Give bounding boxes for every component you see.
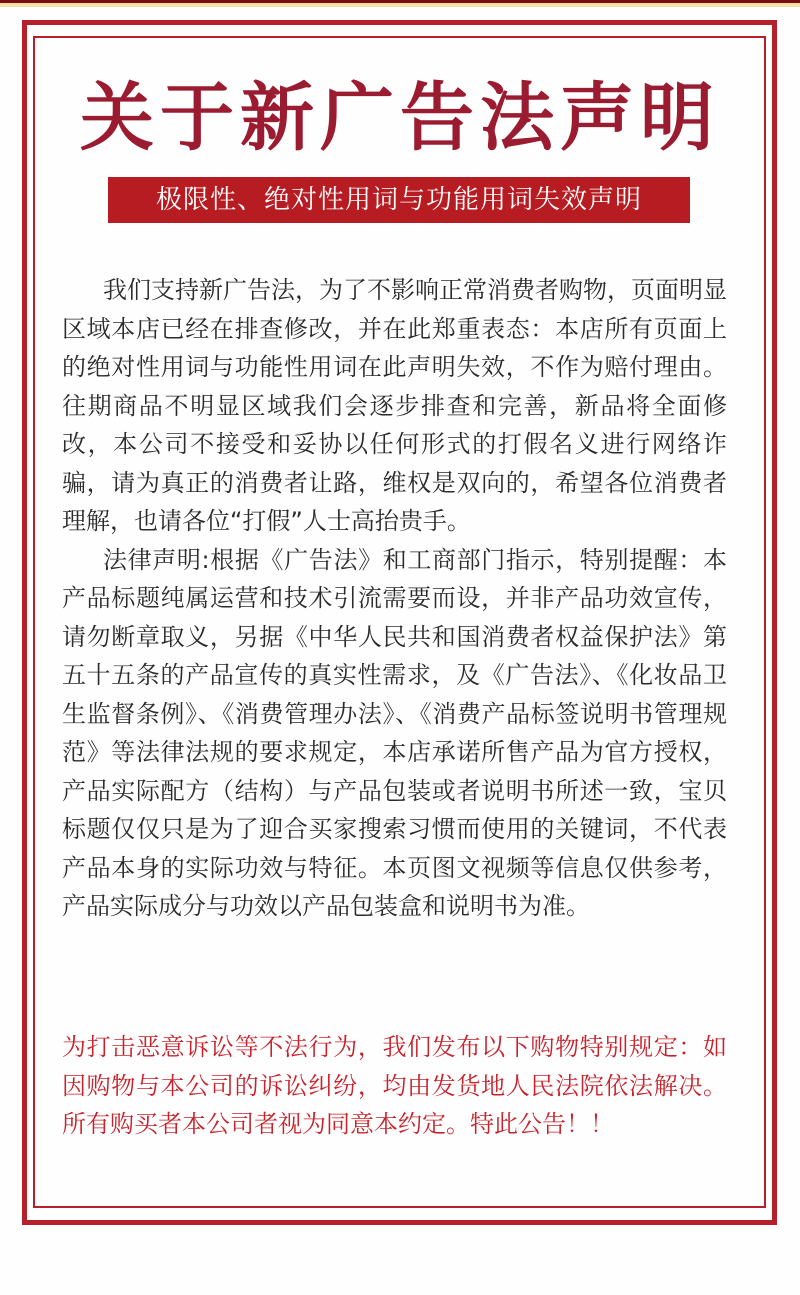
statement-paragraph-legal: 法律声明:根据《广告法》和工商部门指示，特别提醒：本产品标题纯属运营和技术引流需要而设，并非产品功效宣传，请勿断章取义，另据《中华人民共和国消费者权益保护法》第五十五条的产品宣传的真实性需求，及《广告法》、《化妆品卫生监督条例》、《消费管理办法》、《消费产品标签说明书管理规范》等法律法规的要求规定，本店承诺所售产品为官方授权，产品实际配方（结构）与产品包装或者说明书所述一致，宝贝标题仅仅只是为了迎合买家搜索习惯而使用的关键词，不代表产品本身的实际功效与特征。本页图文视频等信息仅供参考，产品实际成分与功效以产品包装盒和说明书为准。	[62, 545, 727, 920]
statement-paragraph-support: 我们支持新广告法，为了不影响正常消费者购物，页面明显区域本店已经在排查修改，并在此郑重表态：本店所有页面上的绝对性用词与功能性用词在此声明失效，不作为赔付理由。往期商品不明显区域我们会逐步排查和完善，新品将全面修改，本公司不接受和妥协以任何形式的打假名义进行网络诈骗，请为真正的消费者让路，维权是双向的，希望各位消费者理解，也请各位“打假”人士高抬贵手。	[62, 276, 727, 535]
subtitle-banner: 极限性、绝对性用词与功能用词失效声明	[108, 177, 690, 223]
special-notice	[62, 1028, 727, 1144]
top-accent-bar-light	[0, 3, 800, 7]
page-title: 关于新广告法声明	[80, 75, 720, 161]
special-notice-text: 为打击恶意诉讼等不法行为，我们发布以下购物特别规定：如因购物与本公司的诉讼纠纷，均由发货地人民法院依法解决。所有购买者本公司者视为同意本约定。特此公告！！	[62, 1033, 727, 1138]
statement-body	[62, 271, 727, 926]
